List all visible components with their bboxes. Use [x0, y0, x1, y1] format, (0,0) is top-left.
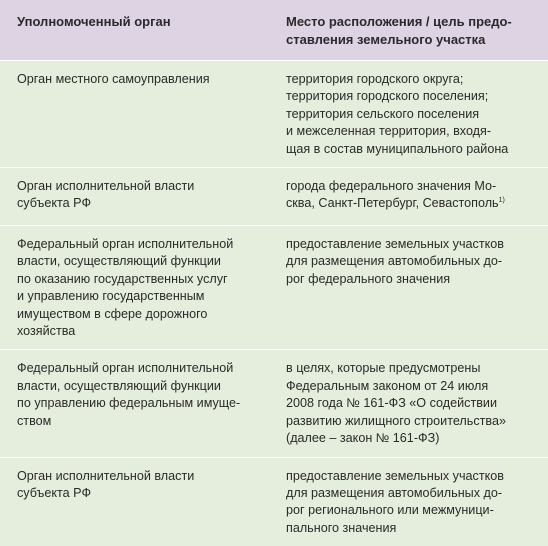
purpose-line: предоставление земельных участков [286, 468, 504, 483]
authority-line: Орган местного самоуправления [17, 72, 210, 86]
authority-line: Федеральный орган исполнительной [17, 237, 234, 252]
purpose-line: рог федерального значения [286, 271, 451, 286]
purpose-line: в целях, которые предусмотрены [286, 361, 481, 376]
purpose-line: рог регионального или межмуници- [286, 503, 494, 518]
purpose-line: сква, Санкт-Петербург, Севастополь [286, 196, 499, 211]
purpose-line: развитию жилищного строительства» [286, 413, 506, 428]
purpose-cell [278, 168, 548, 226]
authority-line: и управлению государственным [17, 289, 205, 304]
table-header-row [0, 0, 548, 61]
table-row [0, 168, 548, 226]
purpose-line: Федеральным законом от 24 июля [286, 378, 489, 393]
purpose-line: 2008 года № 161-ФЗ «О содействии [286, 396, 497, 411]
authority-line: власти, осуществляющий функции [17, 254, 221, 269]
purpose-cell [278, 350, 548, 457]
authority-line: по оказанию государственных услуг [17, 271, 228, 286]
purpose-line: щая в состав муниципального района [286, 141, 509, 156]
purpose-line: для размещения автомобильных до- [286, 254, 503, 269]
authority-cell [0, 61, 278, 168]
authority-line: субъекта РФ [17, 196, 92, 211]
authority-cell [0, 350, 278, 457]
purpose-cell [278, 61, 548, 168]
header-location-line: ставления земельного участка [286, 32, 486, 47]
table-row [0, 61, 548, 168]
authority-line: Орган исполнительной власти [17, 468, 195, 483]
purpose-line: города федерального значения Мо- [286, 179, 497, 194]
authority-cell [0, 457, 278, 546]
authority-line: ством [17, 413, 52, 428]
authority-line: субъекта РФ [17, 485, 92, 500]
purpose-line: территория городского поселения; [286, 89, 489, 104]
purpose-line: (далее – закон № 161-ФЗ) [286, 431, 440, 446]
footnote-marker: 1) [498, 197, 505, 205]
authority-cell [0, 168, 278, 226]
authority-line: хозяйства [17, 324, 76, 339]
purpose-cell [278, 457, 548, 546]
purpose-line: территория городского округа; [286, 72, 464, 86]
authority-line: Орган исполнительной власти [17, 179, 195, 194]
authority-line: по управлению федеральным имуще- [17, 396, 241, 411]
authority-line: власти, осуществляющий функции [17, 378, 221, 393]
authority-line: имуществом в сфере дорожного [17, 306, 208, 321]
authority-cell [0, 226, 278, 350]
table-row [0, 457, 548, 546]
purpose-cell [278, 226, 548, 350]
authority-line: Федеральный орган исполнительной [17, 361, 234, 376]
header-authority [0, 0, 278, 61]
purpose-line-with-footnote [286, 195, 542, 212]
purpose-line: для размещения автомобильных до- [286, 485, 503, 500]
purpose-line: предоставление земельных участков [286, 237, 504, 252]
purpose-line: пального значения [286, 520, 397, 535]
table-row [0, 350, 548, 457]
header-location-line: Место расположения / цель предо- [286, 14, 512, 29]
header-authority-line: Уполномоченный орган [17, 14, 171, 29]
table-row [0, 226, 548, 350]
purpose-line: и межселенная территория, входя- [286, 124, 492, 139]
header-location-purpose [278, 0, 548, 61]
purpose-line: территория сельского поселения [286, 106, 480, 121]
